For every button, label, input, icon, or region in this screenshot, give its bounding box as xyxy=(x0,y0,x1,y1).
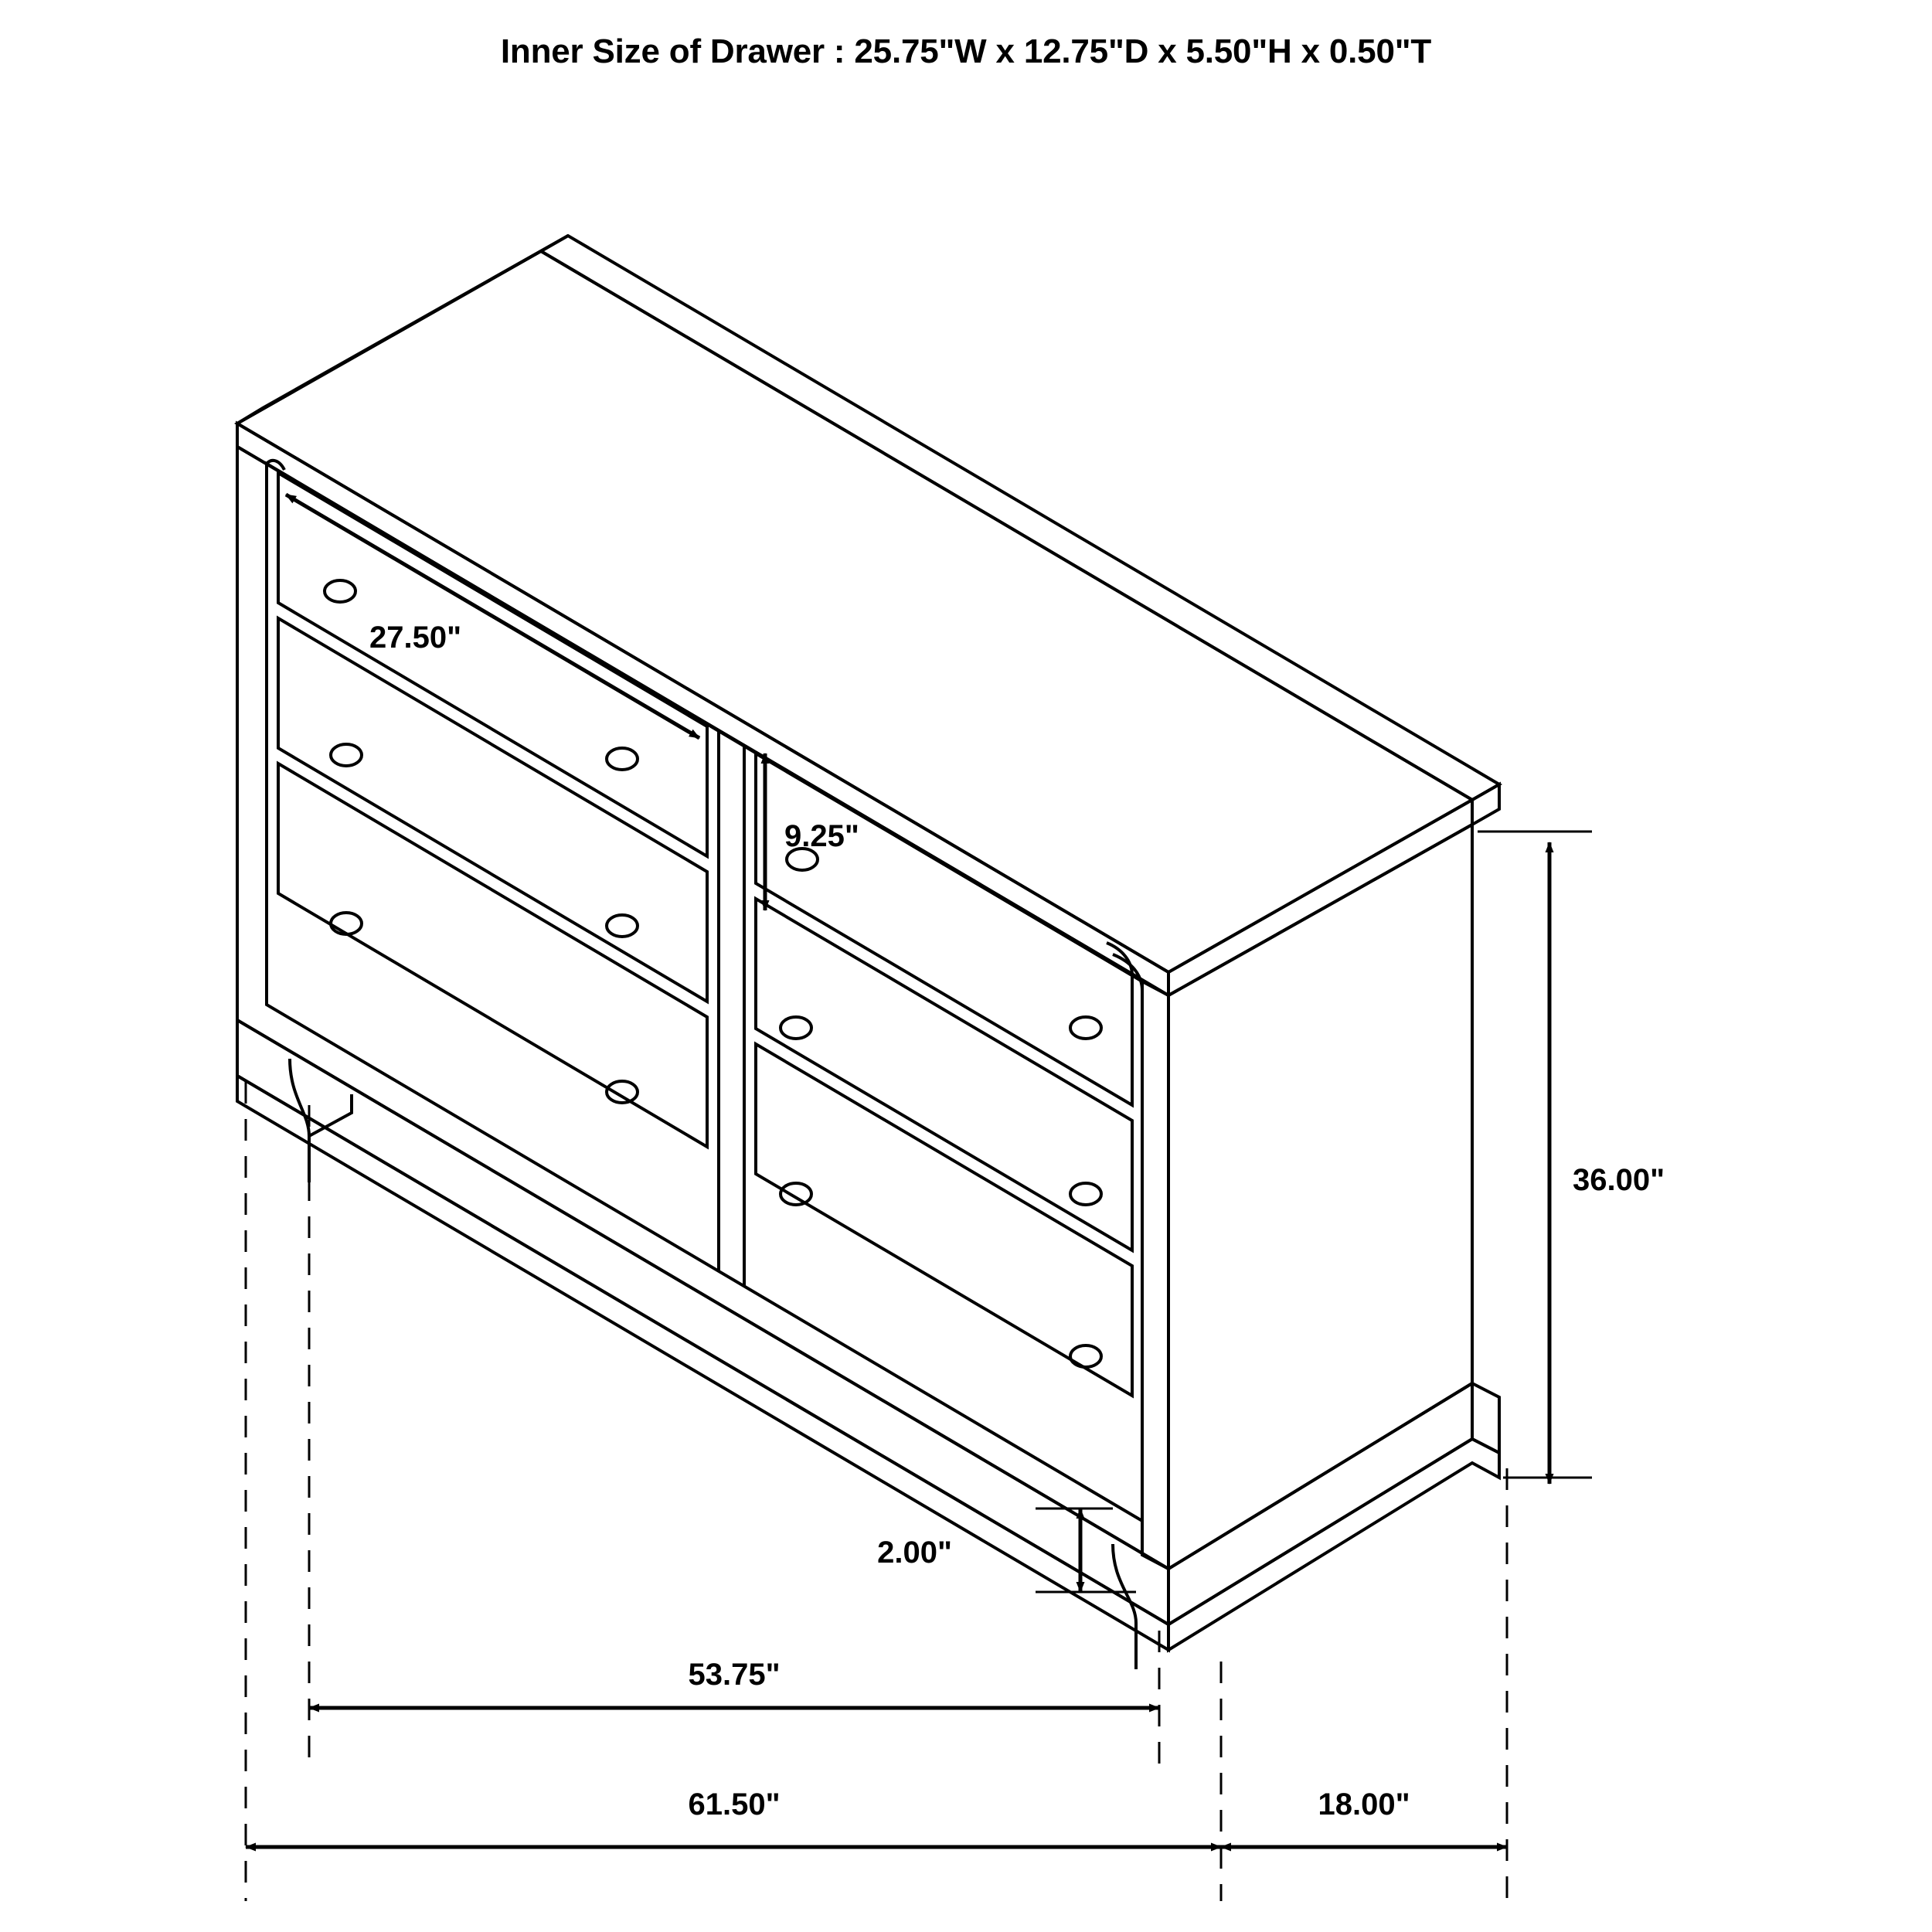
foot-cut-right xyxy=(1113,1544,1136,1669)
knob-5a xyxy=(781,1017,811,1039)
drawer-front-2 xyxy=(278,618,707,1002)
dim-depth-label: 18.00" xyxy=(1318,1787,1410,1821)
top-right-corner xyxy=(1472,784,1499,825)
base-right-corner xyxy=(1472,1383,1499,1453)
front-face xyxy=(237,447,1168,1569)
page-title: Inner Size of Drawer : 25.75"W x 12.75"D x 5.50"H x 0.50"T xyxy=(500,32,1432,70)
knob-6a xyxy=(781,1183,811,1205)
top-surface xyxy=(237,251,1472,972)
dim-front-width-label: 53.75" xyxy=(688,1658,781,1692)
drawer-front-4 xyxy=(756,753,1132,1105)
dim-height-label: 36.00" xyxy=(1573,1163,1665,1197)
dim-drawer-height-label: 9.25" xyxy=(784,819,859,853)
knob-2b xyxy=(607,748,638,770)
knob-1a xyxy=(325,580,355,602)
knob-5b xyxy=(1070,1017,1101,1039)
drawer-front-1 xyxy=(278,473,707,856)
dim-drawer-width-label: 27.50" xyxy=(369,621,462,655)
dim-drawer-width xyxy=(286,495,699,738)
side-face xyxy=(1168,825,1472,1569)
knob-3a xyxy=(331,913,362,934)
drawer-front-6 xyxy=(756,1044,1132,1396)
base-bottom-right xyxy=(1168,1439,1499,1650)
base-bottom-edge xyxy=(237,1076,1168,1650)
knob-2a xyxy=(331,744,362,766)
foot-cut-left xyxy=(290,1059,309,1182)
top-front-edge xyxy=(541,236,1499,800)
top-back-edge xyxy=(237,236,568,423)
knob-6c xyxy=(1070,1345,1101,1367)
knob-6b xyxy=(1070,1183,1101,1205)
top-right-edge xyxy=(1168,800,1472,995)
front-right-post xyxy=(1142,981,1168,1569)
extension-lines xyxy=(246,1082,1507,1901)
drawer-front-3 xyxy=(278,764,707,1147)
knob-3b xyxy=(607,915,638,937)
top-left-edge xyxy=(237,423,1168,995)
base-side xyxy=(1168,1383,1472,1624)
base-front xyxy=(237,1020,1168,1624)
dresser-body xyxy=(237,236,1499,1669)
dim-height xyxy=(1478,832,1592,1484)
dim-total-width-label: 61.50" xyxy=(688,1787,781,1821)
dim-foot-height-label: 2.00" xyxy=(877,1536,952,1570)
